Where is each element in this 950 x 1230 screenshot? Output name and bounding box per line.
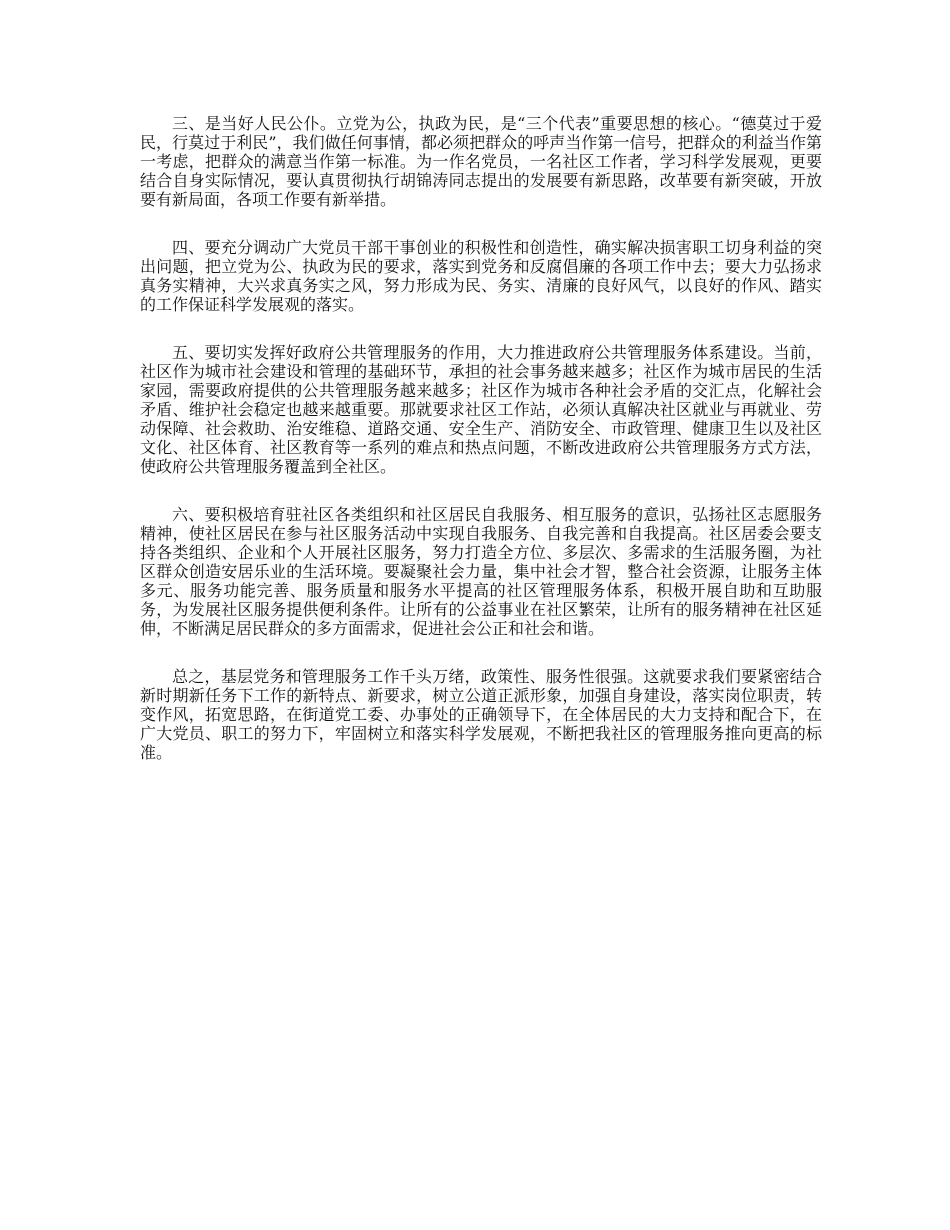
paragraph-five: 五、要切实发挥好政府公共管理服务的作用，大力推进政府公共管理服务体系建设。当前，社区作为城市社会建设和管理的基础环节，承担的社会事务越来越多；社区作为城市居民的生活家园，需要政府提供的公共管理服务越来越多；社区作为城市各种社会矛盾的交汇点，化解社会矛盾、维护社会稳定也越来越重要。那就要求社区工作站，必须认真解决社区就业与再就业、劳动保障、社会救助、治安维稳、道路交通、安全生产、消防安全、市政管理、健康卫生以及社区文化、社区体育、社区教育等一系列的难点和热点问题，不断改进政府公共管理服务方式方法，使政府公共管理服务覆盖到全社区。 bbox=[140, 343, 822, 476]
document-body bbox=[140, 114, 822, 762]
paragraph-six: 六、要积极培育驻社区各类组织和社区居民自我服务、相互服务的意识，弘扬社区志愿服务精神，使社区居民在参与社区服务活动中实现自我服务、自我完善和自我提高。社区居委会要支持各类组织、企业和个人开展社区服务，努力打造全方位、多层次、多需求的生活服务圈，为社区群众创造安居乐业的生活环境。要凝聚社会力量，集中社会才智，整合社会资源，让服务主体多元、服务功能完善、服务质量和服务水平提高的社区管理服务体系，积极开展自助和互助服务，为发展社区服务提供便利条件。让所有的公益事业在社区繁荣，让所有的服务精神在社区延伸，不断满足居民群众的多方面需求，促进社会公正和社会和谐。 bbox=[140, 505, 822, 638]
paragraph-three: 三、是当好人民公仆。立党为公，执政为民，是“三个代表”重要思想的核心。“德莫过于爱民，行莫过于利民”，我们做任何事情，都必须把群众的呼声当作第一信号，把群众的利益当作第一考虑，把群众的满意当作第一标准。为一作名党员，一名社区工作者，学习科学发展观，更要结合自身实际情况，要认真贯彻执行胡锦涛同志提出的发展要有新思路，改革要有新突破，开放要有新局面，各项工作要有新举措。 bbox=[140, 114, 822, 209]
paragraph-conclusion: 总之，基层党务和管理服务工作千头万绪，政策性、服务性很强。这就要求我们要紧密结合新时期新任务下工作的新特点、新要求，树立公道正派形象，加强自身建设，落实岗位职责，转变作风，拓宽思路，在街道党工委、办事处的正确领导下，在全体居民的大力支持和配合下，在广大党员、职工的努力下，牢固树立和落实科学发展观，不断把我社区的管理服务推向更高的标准。 bbox=[140, 667, 822, 762]
paragraph-four: 四、要充分调动广大党员干部干事创业的积极性和创造性，确实解决损害职工切身利益的突出问题，把立党为公、执政为民的要求，落实到党务和反腐倡廉的各项工作中去；要大力弘扬求真务实精神，大兴求真务实之风，努力形成为民、务实、清廉的良好风气，以良好的作风、踏实的工作保证科学发展观的落实。 bbox=[140, 238, 822, 314]
